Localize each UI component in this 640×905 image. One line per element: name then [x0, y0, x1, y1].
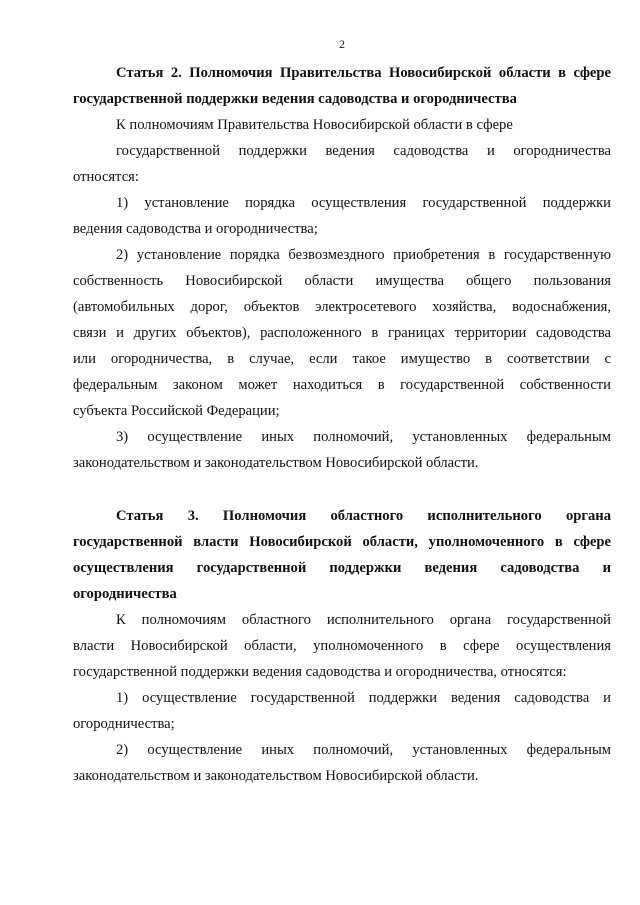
- article2-item2-line-4: связи и других объектов), расположенного в границах территории садоводства: [73, 325, 611, 341]
- article2-item2-line-1: 2) установление порядка безвозмездного приобретения в государственную: [116, 247, 611, 263]
- article2-title-line-2: государственной поддержки ведения садоводства и огородничества: [73, 91, 517, 107]
- article3-title-line-1: Статья 3. Полномочия областного исполнительного органа: [116, 508, 611, 524]
- article2-item2-line-3: (автомобильных дорог, объектов электросетевого хозяйства, водоснабжения,: [73, 299, 611, 315]
- article3-item2-line-1: 2) осуществление иных полномочий, установленных федеральным: [116, 742, 611, 758]
- article2-item2-line-5: или огородничества, в случае, если такое имущество в соответствии с: [73, 351, 611, 367]
- article2-intro-line-1: К полномочиям Правительства Новосибирской области в сфере: [116, 117, 513, 133]
- article3-item2-line-2: законодательством и законодательством Новосибирской области.: [73, 768, 479, 784]
- article2-intro-line-3: относятся:: [73, 169, 139, 185]
- article2-item2-line-6: федеральным законом может находиться в государственной собственности: [73, 377, 611, 393]
- article2-item1-line-2: ведения садоводства и огородничества;: [73, 221, 318, 237]
- article3-intro-line-3: государственной поддержки ведения садоводства и огородничества, относятся:: [73, 664, 567, 680]
- article2-item3-line-1: 3) осуществление иных полномочий, установленных федеральным: [116, 429, 611, 445]
- article2-item2-line-7: субъекта Российской Федерации;: [73, 403, 280, 419]
- article2-intro-line-2: государственной поддержки ведения садоводства и огородничества: [116, 143, 611, 159]
- article3-item1-line-1: 1) осуществление государственной поддержки ведения садоводства и: [116, 690, 611, 706]
- article2-item1-line-1: 1) установление порядка осуществления государственной поддержки: [116, 195, 611, 211]
- article3-title-line-3: осуществления государственной поддержки ведения садоводства и: [73, 560, 611, 576]
- article2-title-line-1: Статья 2. Полномочия Правительства Новосибирской области в сфере: [116, 65, 611, 81]
- article3-intro-line-1: К полномочиям областного исполнительного органа государственной: [116, 612, 611, 628]
- article2-item3-line-2: законодательством и законодательством Новосибирской области.: [73, 455, 479, 471]
- article3-title-line-2: государственной власти Новосибирской области, уполномоченного в сфере: [73, 534, 611, 550]
- page-number: 2: [339, 37, 345, 51]
- article3-item1-line-2: огородничества;: [73, 716, 175, 732]
- article3-intro-line-2: власти Новосибирской области, уполномоченного в сфере осуществления: [73, 638, 611, 654]
- article3-title-line-4: огородничества: [73, 586, 177, 602]
- article2-item2-line-2: собственность Новосибирской области имущества общего пользования: [73, 273, 611, 289]
